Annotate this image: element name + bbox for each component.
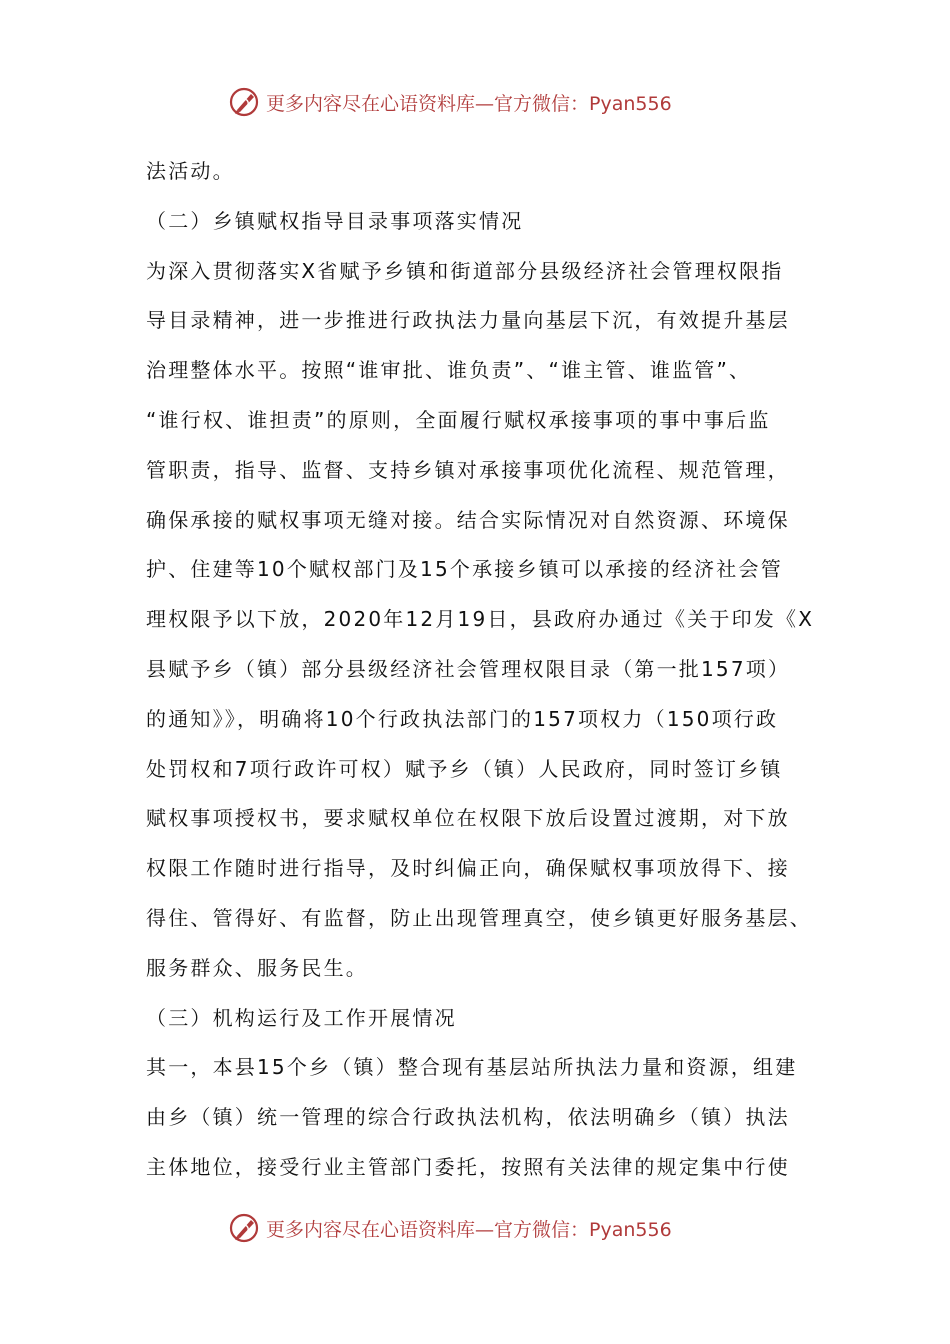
text-line: 护、住建等10个赋权部门及15个承接乡镇可以承接的经济社会管 [146,557,783,582]
text-line: 管职责，指导、监督、支持乡镇对承接事项优化流程、规范管理， [146,457,790,482]
watermark-text: 更多内容尽在心语资料库—官方微信： [266,92,590,115]
text-line: 法活动。 [146,159,235,183]
text-line: 由乡（镇）统一管理的综合行政执法机构，依法明确乡（镇）执法 [146,1105,790,1130]
text-line: “谁行权、谁担责”的原则，全面履行赋权承接事项的事中事后监 [146,407,771,432]
text-line: 县赋予乡（镇）部分县级经济社会管理权限目录（第一批157项） [146,656,791,681]
text-line: 治理整体水平。按照“谁审批、谁负责”、“谁主管、谁监管”、 [146,358,752,383]
watermark-wechat-id: Pyan556 [589,92,672,115]
document-body [146,147,836,1193]
section-heading: （三）机构运行及工作开展情况 [146,1005,457,1030]
text-line: 导目录精神，进一步推进行政执法力量向基层下沉，有效提升基层 [146,308,790,333]
section-heading: （二）乡镇赋权指导目录事项落实情况 [146,208,524,233]
text-line: 权限工作随时进行指导，及时纠偏正向，确保赋权事项放得下、接 [146,856,790,881]
text-line: 主体地位，接受行业主管部门委托，按照有关法律的规定集中行使 [146,1154,790,1179]
watermark-header [228,82,748,122]
text-line: 赋权事项授权书，要求赋权单位在权限下放后设置过渡期，对下放 [146,806,790,831]
text-line: 服务群众、服务民生。 [146,955,368,980]
text-line: 得住、管得好、有监督，防止出现管理真空，使乡镇更好服务基层、 [146,905,812,930]
text-line: 处罚权和7项行政许可权）赋予乡（镇）人民政府，同时签订乡镇 [146,756,783,781]
text-line: 为深入贯彻落实X省赋予乡镇和街道部分县级经济社会管理权限指 [146,258,784,283]
watermark-text: 更多内容尽在心语资料库—官方微信： [266,1218,590,1241]
pen-logo-icon [228,1211,262,1245]
text-line: 的通知》》，明确将10个行政执法部门的157项权力（150项行政 [146,706,779,731]
text-line: 其一，本县15个乡（镇）整合现有基层站所执法力量和资源，组建 [146,1055,798,1080]
pen-logo-icon [228,85,262,119]
text-line: 确保承接的赋权事项无缝对接。结合实际情况对自然资源、环境保 [146,507,790,532]
text-line: 理权限予以下放，2020年12月19日，县政府办通过《关于印发《X [146,607,815,632]
watermark-wechat-id: Pyan556 [589,1218,672,1241]
watermark-footer [228,1208,748,1248]
